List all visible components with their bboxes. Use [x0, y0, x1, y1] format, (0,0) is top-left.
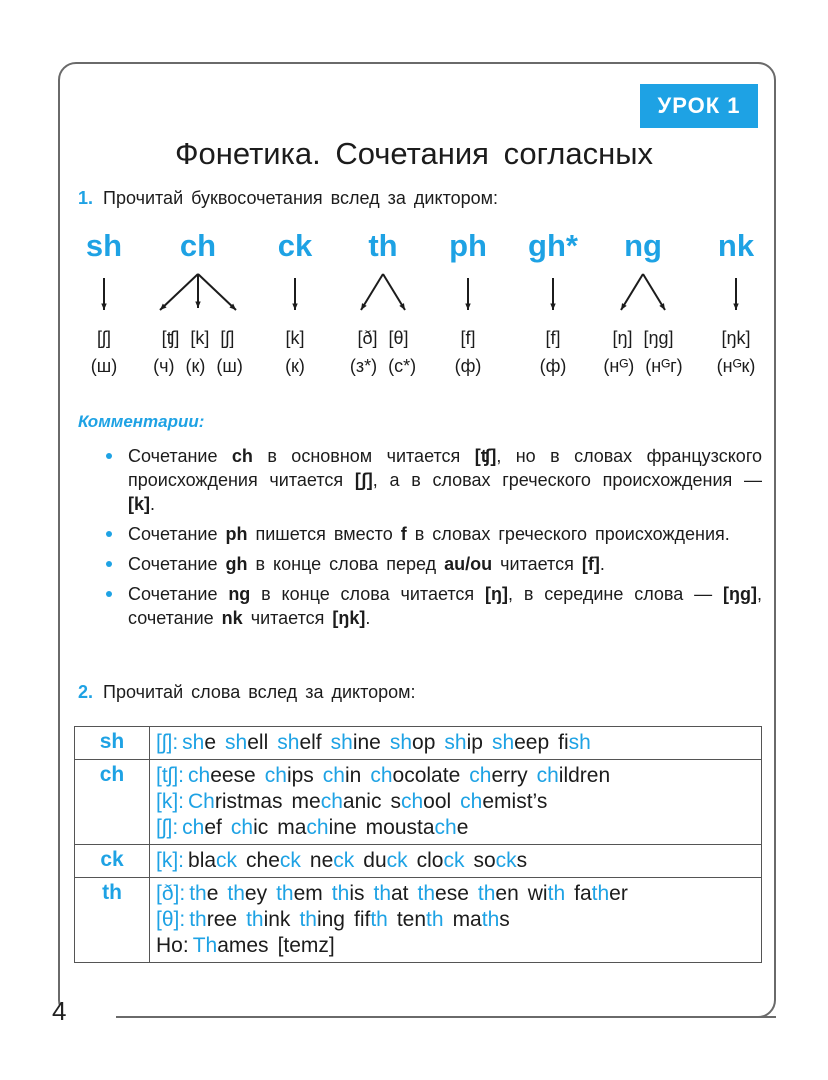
task-1-number: 1. — [78, 188, 94, 208]
word: ship — [444, 731, 483, 754]
word-line — [156, 907, 755, 933]
word: children — [536, 764, 611, 787]
comment-item: Сочетание ch в основном читается [ʧ], но в словах французского происхождения читается [ʃ], а в словах греческого происхождения — [k]. — [106, 444, 762, 516]
word-line — [156, 881, 755, 907]
word-line — [156, 789, 755, 815]
combo-russian: (ч) (к) (ш) — [153, 356, 243, 376]
word: father — [574, 882, 628, 905]
bullet-icon — [106, 453, 112, 459]
combo-letters: th — [368, 228, 398, 263]
row-key: ck — [75, 845, 150, 878]
word: neck — [309, 849, 355, 872]
word: cheese — [188, 764, 256, 787]
sound-label: [θ]: — [156, 908, 186, 931]
word: the — [189, 882, 219, 905]
word-line — [156, 933, 755, 959]
bullet-icon — [106, 531, 112, 537]
combo-russian: (нᴳ) (нᴳг) — [603, 356, 683, 376]
combo-0 — [54, 228, 154, 320]
table-row — [75, 727, 762, 760]
word: clock — [416, 849, 465, 872]
combo-russian: (нᴳк) — [716, 356, 756, 376]
word: school — [390, 790, 452, 813]
comments-list — [106, 444, 762, 636]
word: duck — [363, 849, 408, 872]
sound-label: [ʃ]: — [156, 731, 179, 754]
combo-5 — [503, 228, 603, 320]
table-row — [75, 878, 762, 963]
word: chic — [230, 816, 269, 839]
combo-russian: (ф) — [454, 356, 482, 376]
bullet-icon — [106, 561, 112, 567]
combo-letters: ph — [449, 228, 487, 263]
word: shine — [330, 731, 381, 754]
word-line — [156, 763, 755, 789]
arrow-icon — [593, 270, 693, 320]
sound-label: [ʃ]: — [156, 816, 179, 839]
combo-ipa: [f] — [460, 328, 476, 348]
combo-russian: (з*) (с*) — [349, 356, 417, 376]
row-key: th — [75, 878, 150, 963]
arrow-icon — [686, 270, 786, 320]
arrow-icon — [503, 270, 603, 320]
word: they — [227, 882, 268, 905]
word: shell — [225, 731, 269, 754]
word: check — [246, 849, 301, 872]
word: chips — [264, 764, 314, 787]
combo-ipa: [ŋ] [ŋg] — [612, 328, 674, 348]
combo-letters: ch — [179, 228, 217, 263]
table-row — [75, 760, 762, 845]
combo-russian: (к) — [285, 356, 305, 376]
combo-letters: ck — [277, 228, 313, 263]
word: these — [417, 882, 469, 905]
word: shop — [389, 731, 436, 754]
word: them — [276, 882, 323, 905]
word: this — [331, 882, 365, 905]
word: three — [189, 908, 238, 931]
word: socks — [473, 849, 528, 872]
sound-label: [k]: — [156, 849, 185, 872]
word: chemist’s — [460, 790, 548, 813]
combo-ipa: [f] — [545, 328, 561, 348]
word-line — [156, 815, 755, 841]
word: sheep — [491, 731, 550, 754]
combo-letters: ng — [624, 228, 662, 263]
combo-ipa: [ʧ] [k] [ʃ] — [161, 328, 235, 348]
comment-item: Сочетание gh в конце слова перед au/ou читается [f]. — [106, 552, 762, 576]
words-table — [74, 726, 762, 963]
word-line — [156, 730, 755, 756]
word: fish — [558, 731, 591, 754]
word: think — [246, 908, 291, 931]
word: fifth — [353, 908, 388, 931]
combo-ipa: [ð] [θ] — [357, 328, 409, 348]
sound-label: [ð]: — [156, 882, 186, 905]
word: maths — [452, 908, 510, 931]
page-title: Фонетика. Сочетания согласных — [174, 136, 654, 171]
word: with — [527, 882, 566, 905]
comment-item: Сочетание ng в конце слова читается [ŋ], в середине слова — [ŋg], сочетание nk читается [ŋk]. — [106, 582, 762, 630]
bullet-icon — [106, 591, 112, 597]
combo-7 — [686, 228, 786, 320]
word: Christmas — [188, 790, 283, 813]
lesson-badge: УРОК 1 — [640, 84, 758, 128]
word-line — [156, 848, 755, 874]
combo-letters: gh* — [528, 228, 578, 263]
arrow-icon — [245, 270, 345, 320]
page-number: 4 — [52, 996, 67, 1026]
row-words — [150, 878, 762, 963]
word: shelf — [277, 731, 322, 754]
combo-ipa: [k] — [285, 328, 305, 348]
sound-label: Ho: — [156, 934, 189, 957]
combo-russian: (ф) — [539, 356, 567, 376]
footer-line — [116, 1016, 776, 1018]
row-words — [150, 727, 762, 760]
word: tenth — [396, 908, 444, 931]
task-1 — [78, 188, 498, 209]
arrow-icon — [54, 270, 154, 320]
word: mechanic — [291, 790, 382, 813]
combo-russian: (ш) — [90, 356, 118, 376]
sound-label: [k]: — [156, 790, 185, 813]
combo-1 — [148, 228, 248, 320]
word: Thames — [192, 934, 269, 957]
word: chef — [182, 816, 222, 839]
combo-6 — [593, 228, 693, 320]
combo-letters: sh — [85, 228, 123, 263]
word: then — [477, 882, 519, 905]
comment-item: Сочетание ph пишется вместо f в словах греческого происхождения. — [106, 522, 762, 546]
combo-2 — [245, 228, 345, 320]
word: chin — [322, 764, 362, 787]
comments-title: Комментарии: — [78, 412, 205, 431]
task-2 — [78, 682, 416, 703]
word: black — [188, 849, 238, 872]
word: thing — [299, 908, 345, 931]
combo-ipa: [ŋk] — [721, 328, 751, 348]
combo-ipa: [ʃ] — [96, 328, 112, 348]
word: that — [373, 882, 409, 905]
row-key: sh — [75, 727, 150, 760]
word: moustache — [365, 816, 469, 839]
word: [temz] — [277, 934, 335, 957]
word: she — [182, 731, 217, 754]
row-key: ch — [75, 760, 150, 845]
word: cherry — [469, 764, 528, 787]
combo-letters: nk — [717, 228, 755, 263]
arrow-icon — [148, 270, 248, 320]
task-2-text: Прочитай слова вслед за диктором: — [103, 682, 416, 702]
row-words — [150, 845, 762, 878]
word: machine — [277, 816, 357, 839]
task-2-number: 2. — [78, 682, 94, 702]
table-row — [75, 845, 762, 878]
task-1-text: Прочитай буквосочетания вслед за диктором: — [103, 188, 499, 208]
row-words — [150, 760, 762, 845]
word: chocolate — [370, 764, 461, 787]
sound-label: [tʃ]: — [156, 764, 185, 787]
